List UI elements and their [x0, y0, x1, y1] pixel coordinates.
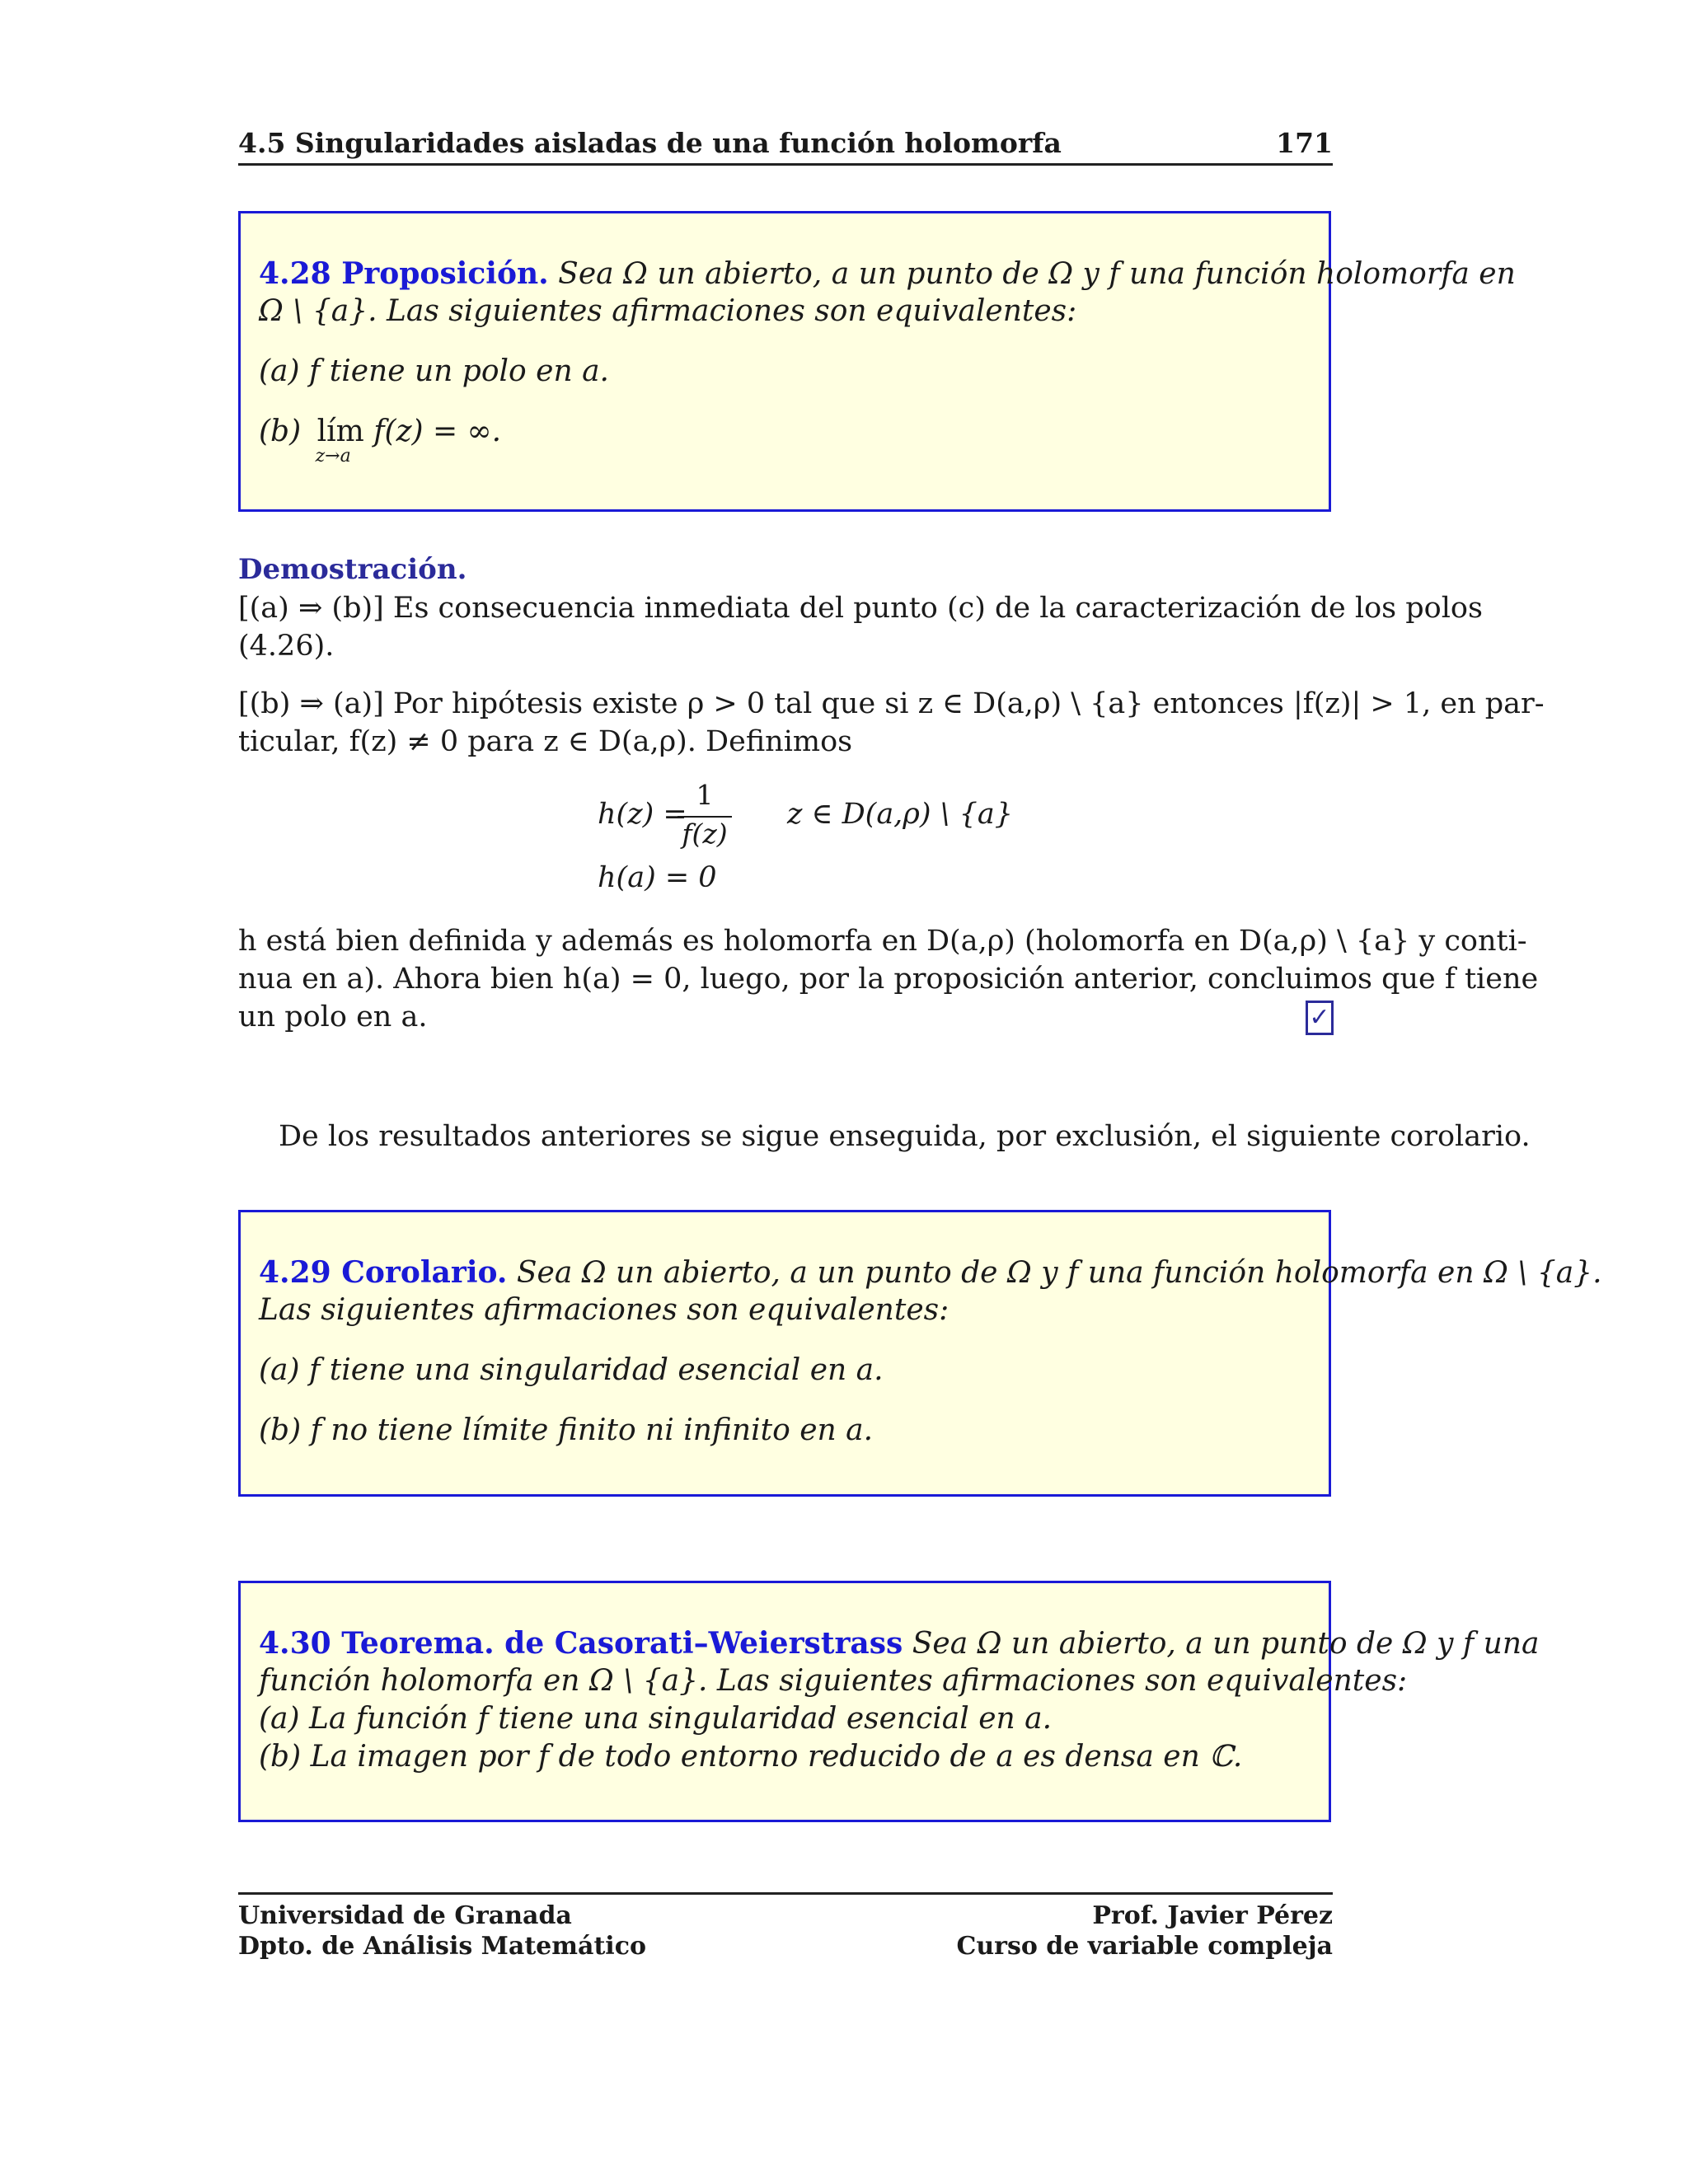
running-header	[238, 124, 1333, 166]
equation-1-denominator: f(z)	[682, 818, 728, 850]
equation-1-condition: z ∈ D(a,ρ) \ {a}	[787, 798, 1013, 831]
proposition-item-b	[259, 413, 502, 466]
corollary-item-a: (a) f tiene una singularidad esencial en a.	[259, 1353, 884, 1387]
footer	[238, 1892, 1333, 1961]
proof-paragraph-1-line-2: (4.26).	[238, 630, 335, 663]
theorem-item-a: (a) La función f tiene una singularidad esencial en a.	[259, 1702, 1053, 1736]
proof-paragraph-3-line-1: h está bien definida y además es holomorfa en D(a,ρ) (holomorfa en D(a,ρ) \ {a} y conti-	[238, 925, 1527, 958]
footer-course: Curso de variable compleja	[956, 1932, 1333, 1961]
corollary-item-b: (b) f no tiene límite finito ni infinito en a.	[259, 1413, 874, 1447]
corollary-text-1: Sea Ω un abierto, a un punto de Ω y f una función holomorfa en Ω \ {a}.	[516, 1256, 1602, 1290]
corollary-box	[238, 1210, 1602, 1497]
proposition-label: 4.28 Proposición.	[259, 256, 549, 291]
footer-author: Prof. Javier Pérez	[1092, 1901, 1333, 1930]
corollary-label: 4.29 Corolario.	[259, 1255, 508, 1290]
qed-checkmark-icon: ✓	[1306, 1001, 1334, 1035]
theorem-box	[238, 1581, 1540, 1822]
footer-university: Universidad de Granada	[238, 1901, 572, 1930]
theorem-line-2: función holomorfa en Ω \ {a}. Las siguientes afirmaciones son equivalentes:	[259, 1664, 1408, 1698]
item-b-prefix: (b)	[259, 415, 302, 448]
theorem-text-1: Sea Ω un abierto, a un punto de Ω y f una	[912, 1627, 1540, 1661]
proposition-line-2: Ω \ {a}. Las siguientes afirmaciones son equivalentes:	[259, 294, 1077, 328]
proposition-text-1: Sea Ω un abierto, a un punto de Ω y f una función holomorfa en	[558, 257, 1516, 291]
proof-paragraph-2-line-1: [(b) ⇒ (a)] Por hipótesis existe ρ > 0 tal que si z ∈ D(a,ρ) \ {a} entonces |f(z)| > 1, en par-	[238, 687, 1545, 720]
proposition-box	[238, 211, 1516, 512]
corollary-line-1	[259, 1254, 1602, 1292]
proof-paragraph-1-line-1: [(a) ⇒ (b)] Es consecuencia inmediata del punto (c) de la caracterización de los polos	[238, 592, 1483, 625]
page-number: 171	[1276, 127, 1333, 159]
proof-paragraph-3-line-3: un polo en a.	[238, 1001, 428, 1033]
proposition-line-1	[259, 255, 1516, 293]
corollary-intro: De los resultados anteriores se sigue enseguida, por exclusión, el siguiente corolario.	[279, 1120, 1531, 1153]
proof-paragraph-2-line-2: ticular, f(z) ≠ 0 para z ∈ D(a,ρ). Definimos	[238, 725, 853, 758]
limit-expression: f(z) = ∞.	[373, 415, 502, 448]
section-title: 4.5 Singularidades aisladas de una función holomorfa	[238, 127, 1062, 159]
limit-operator	[315, 413, 364, 466]
proposition-item-a: (a) f tiene un polo en a.	[259, 354, 609, 388]
corollary-line-2: Las siguientes afirmaciones son equivalentes:	[259, 1293, 950, 1327]
proof-paragraph-3-line-2: nua en a). Ahora bien h(a) = 0, luego, por la proposición anterior, concluimos que f tiene	[238, 963, 1539, 996]
footer-department: Dpto. de Análisis Matemático	[238, 1932, 646, 1961]
lim-text: lím	[316, 415, 364, 448]
equation-1-lhs: h(z) =	[598, 798, 687, 831]
lim-subscript: z→a	[315, 446, 351, 466]
theorem-line-1	[259, 1624, 1540, 1663]
theorem-item-b: (b) La imagen por f de todo entorno reducido de a es densa en ℂ.	[259, 1740, 1243, 1774]
proof-title: Demostración.	[238, 553, 467, 586]
theorem-label: 4.30 Teorema. de Casorati–Weierstrass	[259, 1626, 903, 1661]
equation-2: h(a) = 0	[598, 861, 717, 894]
equation-1-numerator: 1	[696, 779, 714, 811]
